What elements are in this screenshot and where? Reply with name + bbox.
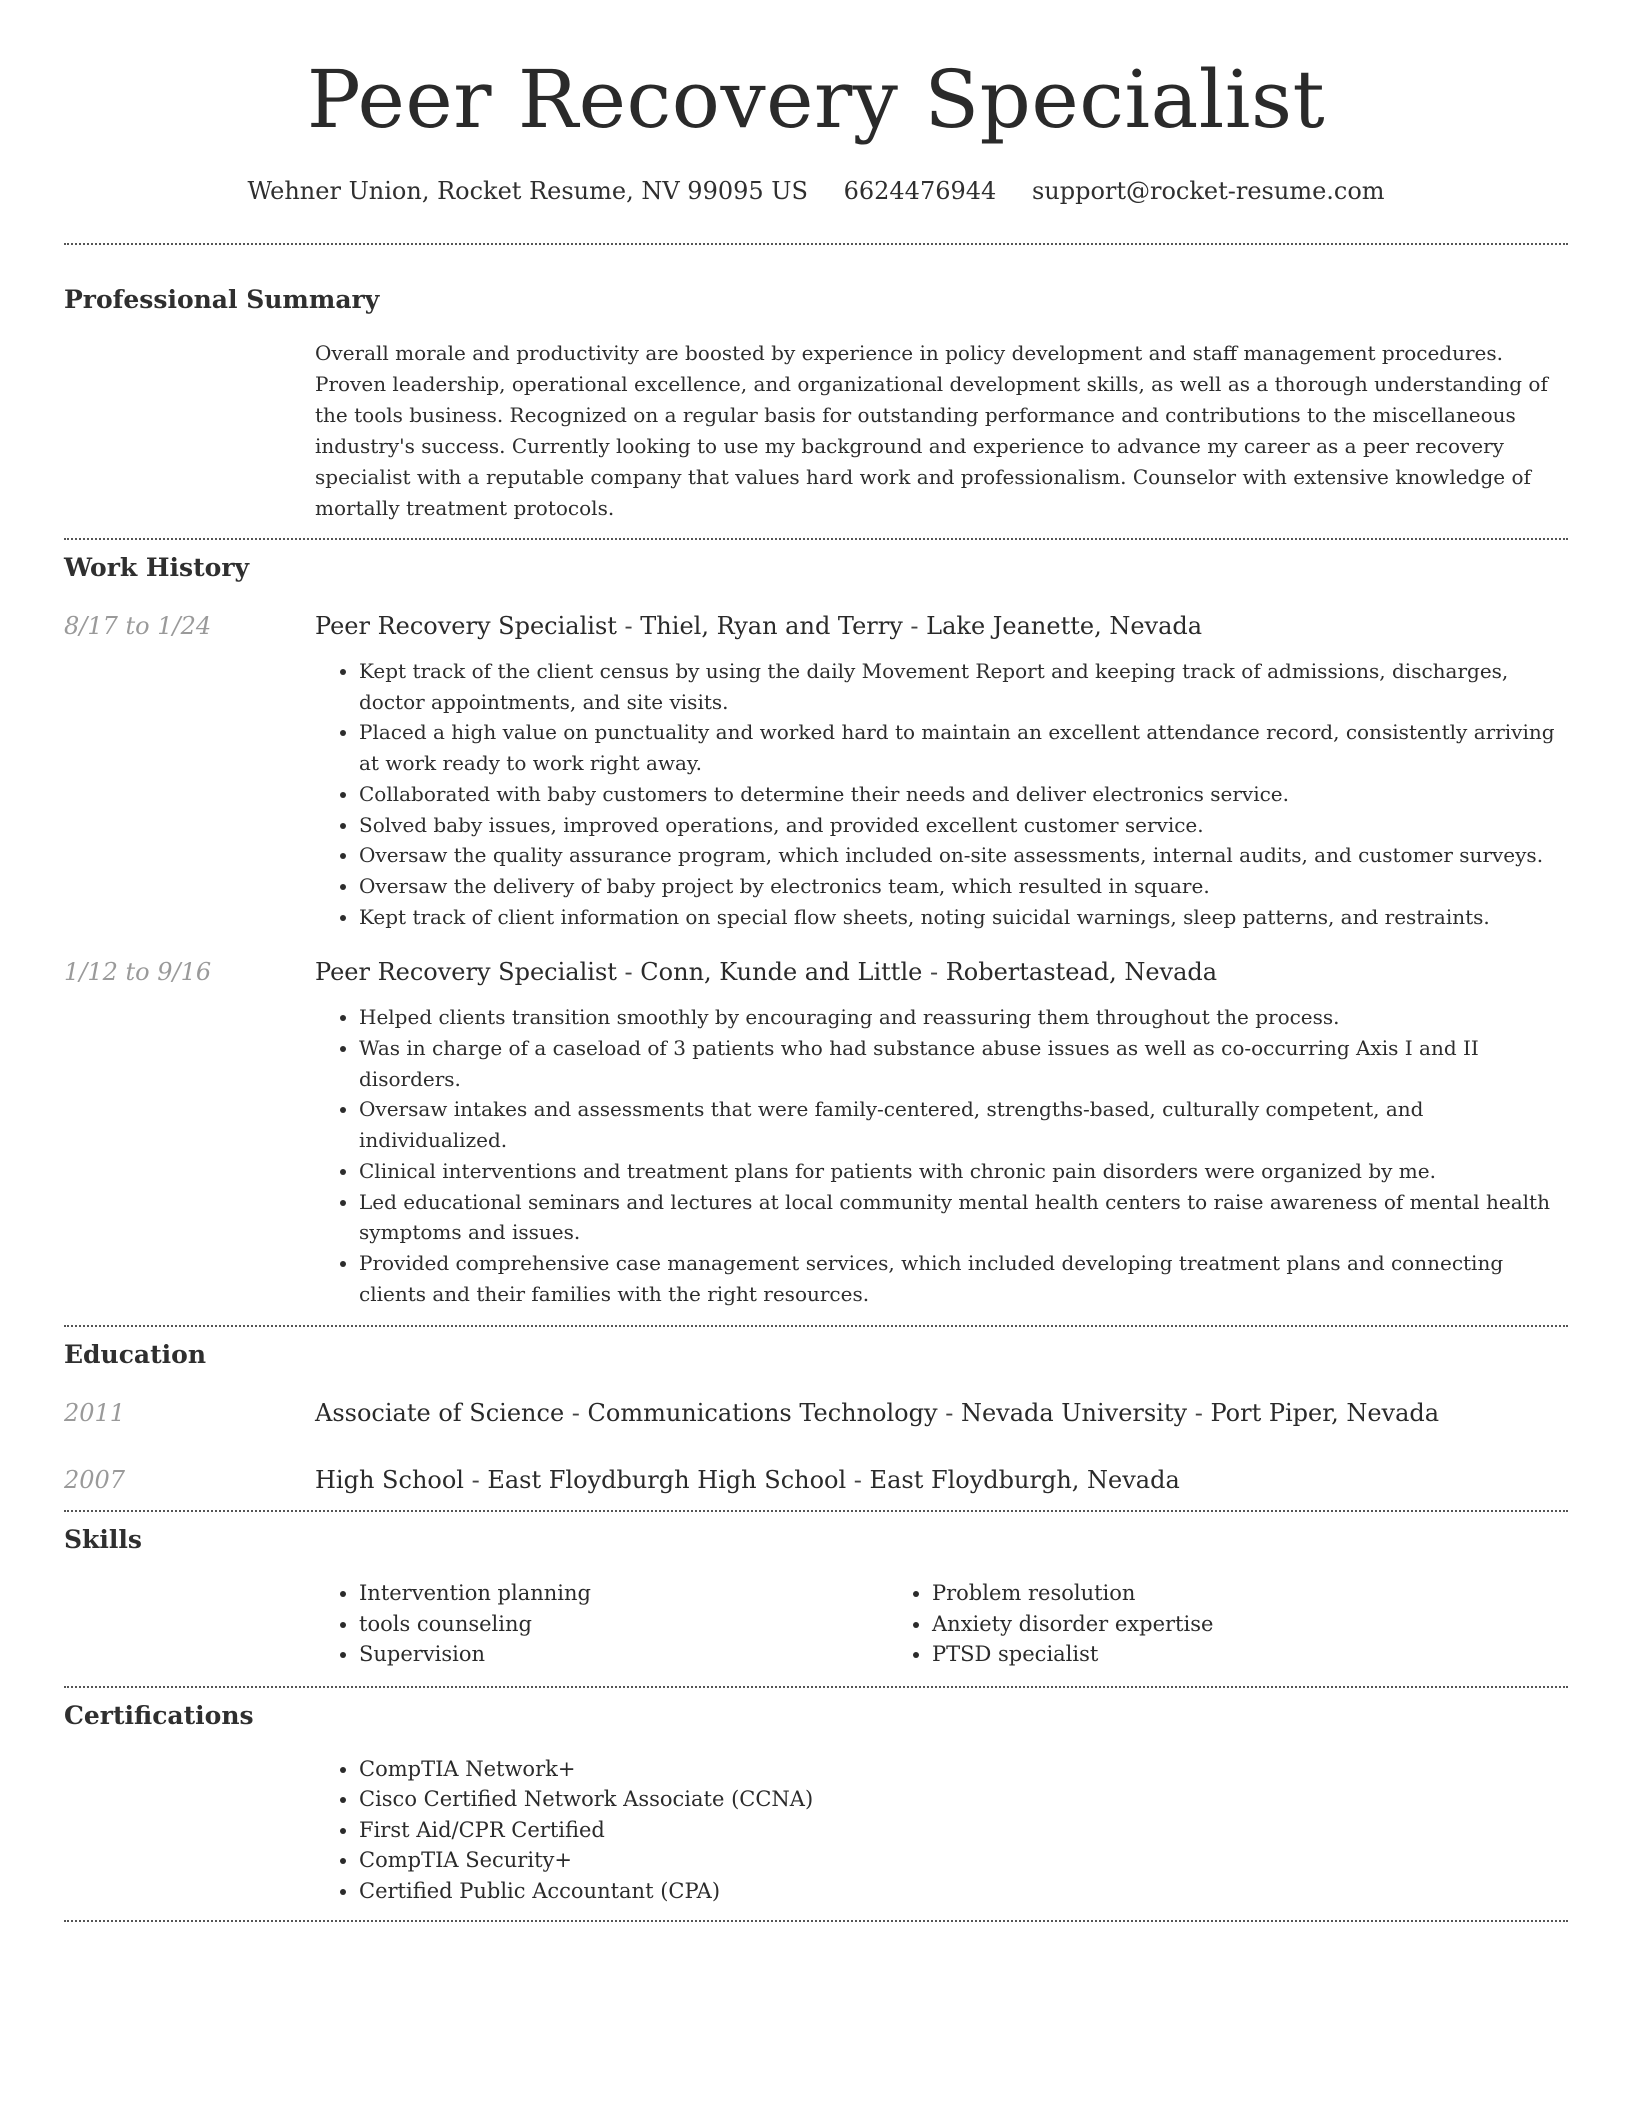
separator: - bbox=[616, 612, 641, 640]
job-bullet: • Led educational seminars and lectures at local community mental health centers to raise awareness of mental health symptoms and issues. bbox=[359, 1187, 1568, 1248]
certifications-heading: Certifications bbox=[64, 1700, 254, 1730]
job-bullet: • Clinical interventions and treatment plans for patients with chronic pain disorders were organized by me. bbox=[359, 1156, 1568, 1187]
separator: - bbox=[1187, 1399, 1211, 1428]
education-entry bbox=[64, 1464, 1568, 1496]
separator: - bbox=[846, 1466, 870, 1495]
job-bullet: • Oversaw intakes and assessments that were family-centered, strengths-based, culturally competent, and individualized. bbox=[359, 1094, 1568, 1155]
job-heading bbox=[315, 610, 1202, 642]
skill-item: • Anxiety disorder expertise bbox=[932, 1609, 1213, 1640]
job-company: Conn, Kunde and Little bbox=[640, 958, 923, 987]
section-divider bbox=[64, 1920, 1568, 1922]
skill-item: • tools counseling bbox=[359, 1609, 888, 1640]
certification-item: • First Aid/CPR Certified bbox=[359, 1815, 1568, 1846]
skill-item: • Supervision bbox=[359, 1639, 888, 1670]
job-bullet: • Kept track of client information on special flow sheets, noting suicidal warnings, sleep patterns, and restraints. bbox=[359, 902, 1568, 933]
education-school: East Floydburgh High School bbox=[487, 1466, 847, 1495]
contact-address: Wehner Union, Rocket Resume, NV 99095 US bbox=[247, 177, 808, 205]
education-location: East Floydburgh, Nevada bbox=[869, 1466, 1180, 1495]
skill-item: • Intervention planning bbox=[359, 1578, 888, 1609]
section-divider bbox=[64, 538, 1568, 540]
certifications-list bbox=[315, 1754, 1568, 1907]
education-year: 2011 bbox=[64, 1399, 126, 1428]
job-bullet: • Oversaw the quality assurance program, which included on-site assessments, internal audits, and customer surveys. bbox=[359, 840, 1568, 871]
job-bullet: • Was in charge of a caseload of 3 patients who had substance abuse issues as well as co-occurring Axis I and II disorders. bbox=[359, 1033, 1568, 1094]
education-location: Port Piper, Nevada bbox=[1210, 1399, 1440, 1428]
job-bullet: • Collaborated with baby customers to determine their needs and deliver electronics service. bbox=[359, 779, 1568, 810]
education-heading-line bbox=[315, 1397, 1439, 1429]
job-bullet: • Placed a high value on punctuality and worked hard to maintain an excellent attendance record, consistently arriving at work ready to work right away. bbox=[359, 717, 1568, 778]
job-heading bbox=[315, 956, 1217, 988]
education-school: Nevada University bbox=[960, 1399, 1188, 1428]
section-divider bbox=[64, 1325, 1568, 1327]
skills-grid bbox=[315, 1578, 1568, 1670]
job-role: Peer Recovery Specialist bbox=[315, 958, 617, 987]
section-divider bbox=[64, 1510, 1568, 1512]
job-bullet: • Helped clients transition smoothly by encouraging and reassuring them throughout the process. bbox=[359, 1002, 1568, 1033]
separator: - bbox=[937, 1399, 961, 1428]
job-bullet: • Provided comprehensive case management services, which included developing treatment plans and connecting clients and their families with the right resources. bbox=[359, 1248, 1568, 1309]
job-bullets bbox=[315, 656, 1568, 932]
education-entry bbox=[64, 1397, 1568, 1429]
separator: - bbox=[463, 1466, 488, 1495]
separator: - bbox=[922, 958, 946, 987]
skills-column-left bbox=[315, 1578, 888, 1670]
skills-column-right bbox=[888, 1578, 1213, 1670]
summary-heading: Professional Summary bbox=[64, 285, 380, 314]
certification-item: • Cisco Certified Network Associate (CCNA) bbox=[359, 1784, 1568, 1815]
job-bullets bbox=[315, 1002, 1568, 1309]
skill-item: • Problem resolution bbox=[932, 1578, 1213, 1609]
summary-text: Overall morale and productivity are boosted by experience in policy development and staff management procedures. Proven leadership, operational excellence, and organizational development skills, as well as a thorough understanding of the tools business. Recognized on a regular basis for outstanding performance and contributions to the miscellaneous industry's success. Currently looking to use my background and experience to advance my career as a peer recovery specialist with a reputable company that values hard work and professionalism. Counselor with extensive knowledge of mortally treatment protocols. bbox=[315, 341, 1548, 520]
contact-phone: 6624476944 bbox=[843, 177, 997, 205]
job-location: Robertastead, Nevada bbox=[945, 958, 1218, 987]
education-field: Communications Technology bbox=[587, 1399, 938, 1428]
job-role: Peer Recovery Specialist bbox=[315, 612, 617, 640]
job-dates: 8/17 to 1/24 bbox=[64, 612, 212, 640]
section-divider bbox=[64, 1686, 1568, 1688]
certification-item: • CompTIA Network+ bbox=[359, 1754, 1568, 1785]
job-entry bbox=[64, 956, 1568, 988]
contact-line bbox=[64, 176, 1568, 206]
education-degree: High School bbox=[315, 1466, 464, 1495]
candidate-name: Peer Recovery Specialist bbox=[306, 53, 1326, 146]
job-bullet: • Oversaw the delivery of baby project by electronics team, which resulted in square. bbox=[359, 871, 1568, 902]
job-dates: 1/12 to 9/16 bbox=[64, 958, 212, 987]
certification-item: • Certified Public Accountant (CPA) bbox=[359, 1876, 1568, 1907]
job-bullet: • Solved baby issues, improved operations, and provided excellent customer service. bbox=[359, 810, 1568, 841]
education-heading: Education bbox=[64, 1340, 207, 1370]
separator: - bbox=[564, 1399, 588, 1428]
education-year: 2007 bbox=[64, 1466, 126, 1495]
job-entry bbox=[64, 610, 1568, 642]
separator: - bbox=[616, 958, 641, 987]
work-history-heading: Work History bbox=[64, 553, 250, 582]
job-company: Thiel, Ryan and Terry bbox=[640, 612, 903, 640]
skill-item: • PTSD specialist bbox=[932, 1639, 1213, 1670]
section-divider bbox=[64, 243, 1568, 245]
certification-item: • CompTIA Security+ bbox=[359, 1845, 1568, 1876]
job-bullet: • Kept track of the client census by using the daily Movement Report and keeping track of admissions, discharges, doctor appointments, and site visits. bbox=[359, 656, 1568, 717]
education-degree: Associate of Science bbox=[315, 1399, 565, 1428]
separator: - bbox=[902, 612, 927, 640]
contact-email: support@rocket-resume.com bbox=[1031, 177, 1385, 205]
education-heading-line bbox=[315, 1464, 1180, 1496]
job-location: Lake Jeanette, Nevada bbox=[926, 612, 1203, 640]
skills-heading: Skills bbox=[64, 1525, 142, 1555]
